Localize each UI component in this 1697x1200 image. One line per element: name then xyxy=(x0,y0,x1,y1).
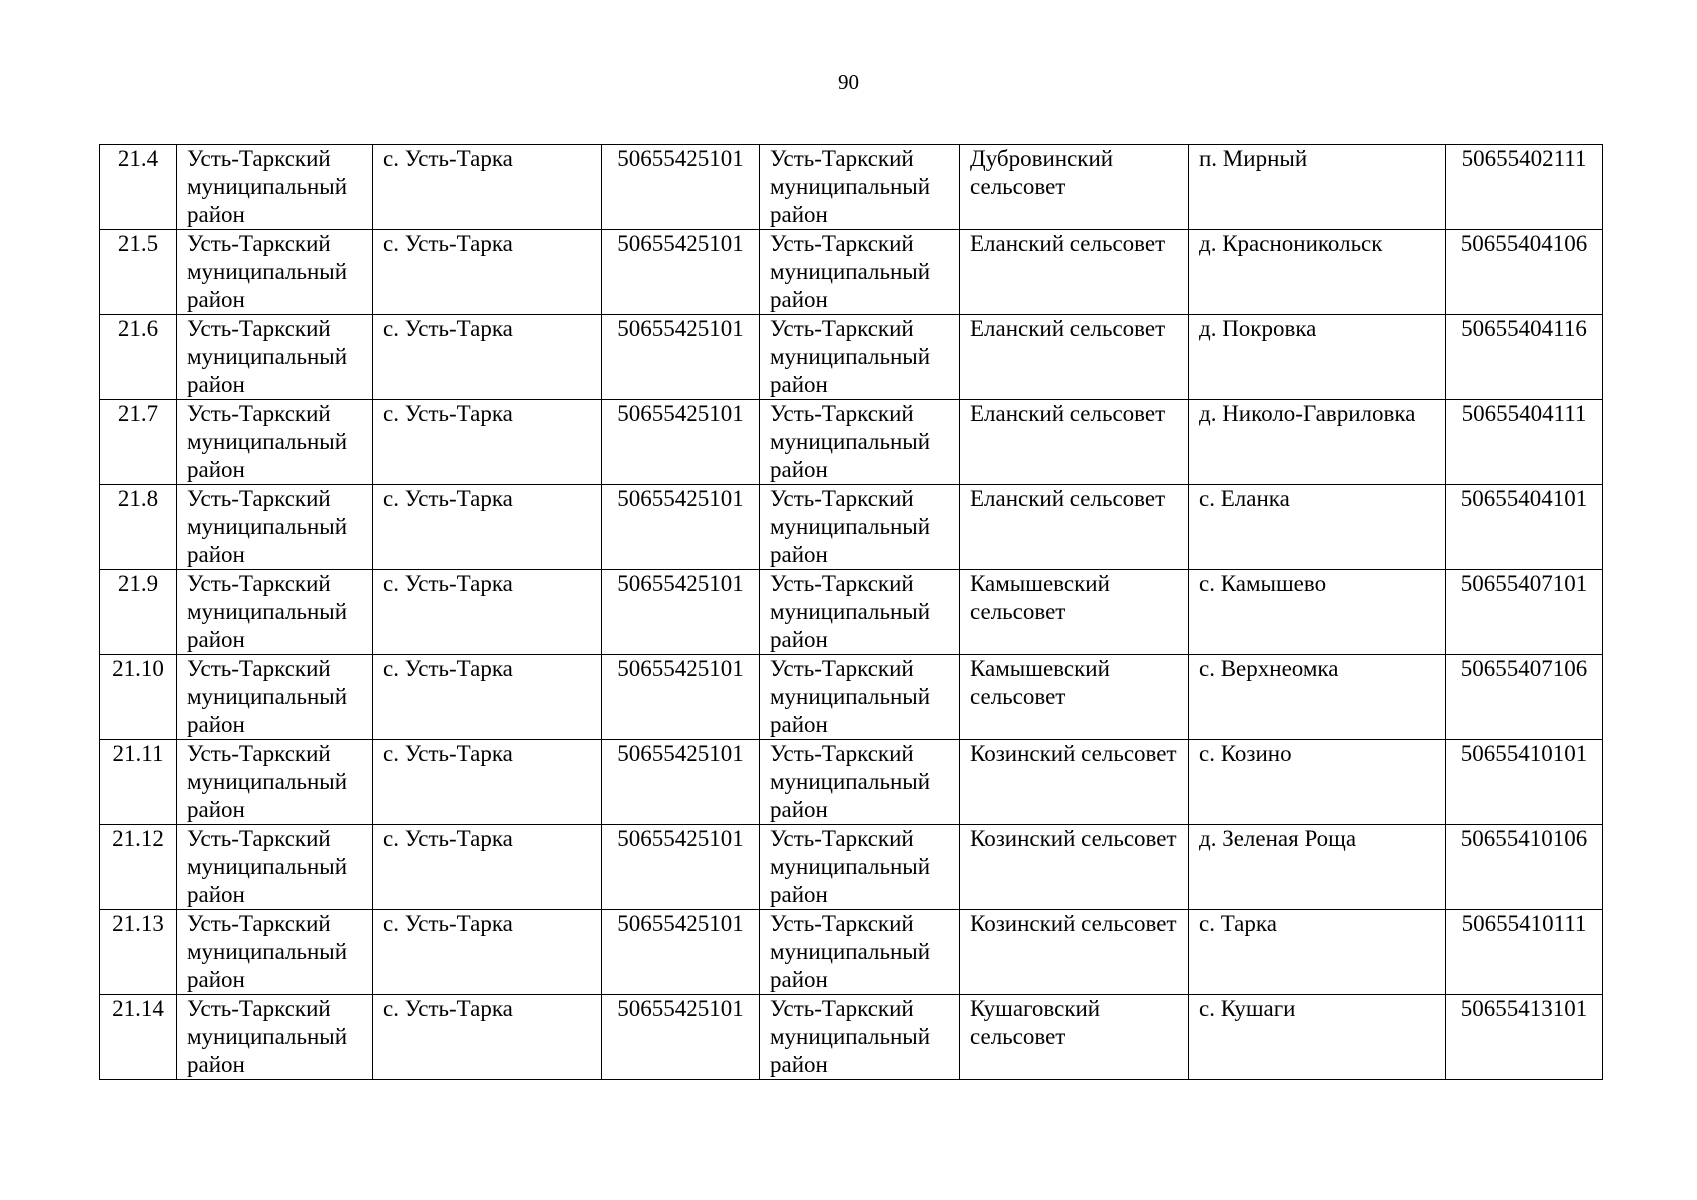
settlement-cell-text: Козинский сельсовет xyxy=(970,826,1177,851)
administrative-center-cell-text: с. Усть-Тарка xyxy=(383,996,513,1021)
locality-code-cell xyxy=(1446,910,1603,995)
locality-cell-text: с. Верхнеомка xyxy=(1199,656,1339,681)
center-code-cell-text: 50655425101 xyxy=(617,826,744,851)
municipality-cell-text: Усть-Таркский муниципальный район xyxy=(770,826,931,907)
center-code-cell-text: 50655425101 xyxy=(617,741,744,766)
center-code-cell-text: 50655425101 xyxy=(617,486,744,511)
row-number-cell-text: 21.11 xyxy=(112,741,164,766)
table-row xyxy=(100,910,1603,995)
row-number-cell xyxy=(100,400,177,485)
table-row xyxy=(100,995,1603,1080)
center-code-cell xyxy=(602,315,760,400)
municipality-cell-text: Усть-Таркский муниципальный район xyxy=(770,571,931,652)
administrative-center-cell xyxy=(373,485,602,570)
center-code-cell xyxy=(602,145,760,230)
district-cell-text: Усть-Таркский муниципальный район xyxy=(187,571,348,652)
locality-code-cell xyxy=(1446,315,1603,400)
municipality-cell xyxy=(760,825,960,910)
district-cell xyxy=(177,315,373,400)
row-number-cell xyxy=(100,230,177,315)
locality-cell-text: п. Мирный xyxy=(1199,146,1308,171)
row-number-cell-text: 21.7 xyxy=(117,401,159,426)
settlement-cell-text: Дубровинский сельсовет xyxy=(970,146,1114,199)
administrative-center-cell-text: с. Усть-Тарка xyxy=(383,316,513,341)
row-number-cell xyxy=(100,825,177,910)
administrative-center-cell-text: с. Усть-Тарка xyxy=(383,401,513,426)
locality-code-cell-text: 50655404101 xyxy=(1460,486,1588,511)
locality-code-cell-text: 50655410101 xyxy=(1460,741,1588,766)
locality-cell-text: с. Козино xyxy=(1199,741,1292,766)
settlement-cell-text: Камышевский сельсовет xyxy=(970,571,1110,624)
administrative-center-cell-text: с. Усть-Тарка xyxy=(383,911,513,936)
administrative-center-cell xyxy=(373,315,602,400)
administrative-center-cell xyxy=(373,740,602,825)
locality-cell xyxy=(1189,145,1446,230)
district-cell-text: Усть-Таркский муниципальный район xyxy=(187,146,348,227)
district-cell xyxy=(177,740,373,825)
center-code-cell xyxy=(602,740,760,825)
administrative-center-cell-text: с. Усть-Тарка xyxy=(383,571,513,596)
settlement-cell xyxy=(960,570,1189,655)
settlement-cell xyxy=(960,655,1189,740)
district-cell xyxy=(177,825,373,910)
locality-code-cell-text: 50655402111 xyxy=(1461,146,1587,171)
locality-code-cell xyxy=(1446,145,1603,230)
row-number-cell-text: 21.6 xyxy=(117,316,159,341)
locality-code-cell xyxy=(1446,740,1603,825)
municipality-cell xyxy=(760,145,960,230)
locality-code-cell-text: 50655410111 xyxy=(1461,911,1587,936)
row-number-cell xyxy=(100,570,177,655)
municipality-cell-text: Усть-Таркский муниципальный район xyxy=(770,996,931,1077)
locality-code-cell xyxy=(1446,655,1603,740)
center-code-cell xyxy=(602,655,760,740)
locality-cell-text: д. Красноникольск xyxy=(1199,231,1383,256)
municipality-cell xyxy=(760,995,960,1080)
district-cell xyxy=(177,400,373,485)
settlement-cell xyxy=(960,400,1189,485)
settlement-cell-text: Еланский сельсовет xyxy=(970,231,1166,256)
district-cell-text: Усть-Таркский муниципальный район xyxy=(187,231,348,312)
locality-cell-text: с. Еланка xyxy=(1199,486,1290,511)
municipality-cell xyxy=(760,570,960,655)
table-row xyxy=(100,485,1603,570)
district-cell-text: Усть-Таркский муниципальный район xyxy=(187,996,348,1077)
district-cell-text: Усть-Таркский муниципальный район xyxy=(187,911,348,992)
municipality-cell-text: Усть-Таркский муниципальный район xyxy=(770,911,931,992)
district-cell xyxy=(177,995,373,1080)
row-number-cell-text: 21.13 xyxy=(112,911,164,936)
settlement-cell xyxy=(960,315,1189,400)
locality-code-cell-text: 50655404111 xyxy=(1461,401,1587,426)
center-code-cell-text: 50655425101 xyxy=(617,146,744,171)
settlement-cell xyxy=(960,910,1189,995)
administrative-center-cell xyxy=(373,655,602,740)
locality-cell xyxy=(1189,230,1446,315)
locality-cell xyxy=(1189,400,1446,485)
settlement-cell-text: Еланский сельсовет xyxy=(970,316,1166,341)
locality-code-cell-text: 50655410106 xyxy=(1460,826,1588,851)
center-code-cell-text: 50655425101 xyxy=(617,571,744,596)
center-code-cell xyxy=(602,485,760,570)
district-cell xyxy=(177,655,373,740)
center-code-cell xyxy=(602,230,760,315)
locality-code-cell xyxy=(1446,570,1603,655)
district-cell-text: Усть-Таркский муниципальный район xyxy=(187,316,348,397)
administrative-center-cell-text: с. Усть-Тарка xyxy=(383,231,513,256)
row-number-cell xyxy=(100,995,177,1080)
center-code-cell-text: 50655425101 xyxy=(617,996,744,1021)
center-code-cell-text: 50655425101 xyxy=(617,656,744,681)
administrative-center-cell xyxy=(373,825,602,910)
row-number-cell-text: 21.4 xyxy=(117,146,159,171)
settlement-cell xyxy=(960,740,1189,825)
locality-cell-text: д. Николо-Гавриловка xyxy=(1199,401,1416,426)
center-code-cell xyxy=(602,400,760,485)
locality-cell xyxy=(1189,825,1446,910)
row-number-cell xyxy=(100,740,177,825)
municipality-cell xyxy=(760,400,960,485)
settlement-cell xyxy=(960,825,1189,910)
locality-cell-text: с. Кушаги xyxy=(1199,996,1296,1021)
locality-code-cell-text: 50655404116 xyxy=(1461,316,1587,341)
administrative-center-cell xyxy=(373,570,602,655)
municipality-cell-text: Усть-Таркский муниципальный район xyxy=(770,146,931,227)
table-body xyxy=(100,145,1603,1080)
municipality-cell-text: Усть-Таркский муниципальный район xyxy=(770,486,931,567)
row-number-cell-text: 21.12 xyxy=(112,826,164,851)
municipality-cell-text: Усть-Таркский муниципальный район xyxy=(770,741,931,822)
municipality-cell-text: Усть-Таркский муниципальный район xyxy=(770,401,931,482)
table-row xyxy=(100,570,1603,655)
center-code-cell xyxy=(602,910,760,995)
locality-cell xyxy=(1189,485,1446,570)
table-row xyxy=(100,740,1603,825)
table-row xyxy=(100,145,1603,230)
administrative-center-cell xyxy=(373,400,602,485)
table-row xyxy=(100,655,1603,740)
settlements-table xyxy=(99,144,1603,1080)
row-number-cell xyxy=(100,315,177,400)
municipality-cell-text: Усть-Таркский муниципальный район xyxy=(770,231,931,312)
district-cell-text: Усть-Таркский муниципальный район xyxy=(187,656,348,737)
municipality-cell xyxy=(760,230,960,315)
administrative-center-cell xyxy=(373,910,602,995)
locality-cell xyxy=(1189,570,1446,655)
center-code-cell-text: 50655425101 xyxy=(617,231,744,256)
administrative-center-cell-text: с. Усть-Тарка xyxy=(383,146,513,171)
administrative-center-cell-text: с. Усть-Тарка xyxy=(383,656,513,681)
settlement-cell-text: Козинский сельсовет xyxy=(970,911,1177,936)
locality-cell xyxy=(1189,655,1446,740)
municipality-cell xyxy=(760,740,960,825)
administrative-center-cell xyxy=(373,230,602,315)
center-code-cell-text: 50655425101 xyxy=(617,316,744,341)
locality-code-cell-text: 50655407101 xyxy=(1460,571,1588,596)
locality-code-cell xyxy=(1446,400,1603,485)
settlement-cell-text: Кушаговский сельсовет xyxy=(970,996,1101,1049)
locality-cell-text: д. Покровка xyxy=(1199,316,1317,341)
locality-code-cell xyxy=(1446,485,1603,570)
settlement-cell xyxy=(960,145,1189,230)
row-number-cell-text: 21.9 xyxy=(117,571,159,596)
locality-code-cell-text: 50655404106 xyxy=(1460,231,1588,256)
locality-code-cell xyxy=(1446,995,1603,1080)
row-number-cell-text: 21.5 xyxy=(117,231,159,256)
district-cell-text: Усть-Таркский муниципальный район xyxy=(187,826,348,907)
row-number-cell-text: 21.10 xyxy=(112,656,164,681)
district-cell-text: Усть-Таркский муниципальный район xyxy=(187,401,348,482)
administrative-center-cell-text: с. Усть-Тарка xyxy=(383,486,513,511)
administrative-center-cell xyxy=(373,995,602,1080)
settlement-cell xyxy=(960,485,1189,570)
administrative-center-cell-text: с. Усть-Тарка xyxy=(383,826,513,851)
district-cell xyxy=(177,570,373,655)
settlement-cell xyxy=(960,230,1189,315)
locality-code-cell xyxy=(1446,230,1603,315)
administrative-center-cell-text: с. Усть-Тарка xyxy=(383,741,513,766)
municipality-cell xyxy=(760,315,960,400)
center-code-cell xyxy=(602,570,760,655)
district-cell-text: Усть-Таркский муниципальный район xyxy=(187,741,348,822)
row-number-cell xyxy=(100,910,177,995)
locality-cell xyxy=(1189,995,1446,1080)
settlement-cell-text: Камышевский сельсовет xyxy=(970,656,1110,709)
municipality-cell-text: Усть-Таркский муниципальный район xyxy=(770,656,931,737)
settlement-cell xyxy=(960,995,1189,1080)
row-number-cell xyxy=(100,655,177,740)
locality-code-cell xyxy=(1446,825,1603,910)
table-row xyxy=(100,825,1603,910)
center-code-cell xyxy=(602,995,760,1080)
district-cell xyxy=(177,910,373,995)
settlement-cell-text: Еланский сельсовет xyxy=(970,401,1166,426)
table-row xyxy=(100,315,1603,400)
municipality-cell xyxy=(760,655,960,740)
locality-cell-text: с. Камышево xyxy=(1199,571,1327,596)
center-code-cell-text: 50655425101 xyxy=(617,911,744,936)
district-cell xyxy=(177,145,373,230)
row-number-cell xyxy=(100,145,177,230)
locality-cell xyxy=(1189,315,1446,400)
table-row xyxy=(100,400,1603,485)
locality-code-cell-text: 50655413101 xyxy=(1460,996,1588,1021)
center-code-cell-text: 50655425101 xyxy=(617,401,744,426)
district-cell-text: Усть-Таркский муниципальный район xyxy=(187,486,348,567)
row-number-cell-text: 21.8 xyxy=(117,486,159,511)
locality-cell xyxy=(1189,910,1446,995)
row-number-cell-text: 21.14 xyxy=(112,996,164,1021)
district-cell xyxy=(177,485,373,570)
page-number: 90 xyxy=(838,70,859,94)
locality-cell xyxy=(1189,740,1446,825)
locality-code-cell-text: 50655407106 xyxy=(1460,656,1588,681)
table-row xyxy=(100,230,1603,315)
row-number-cell xyxy=(100,485,177,570)
locality-cell-text: д. Зеленая Роща xyxy=(1199,826,1357,851)
settlement-cell-text: Козинский сельсовет xyxy=(970,741,1177,766)
administrative-center-cell xyxy=(373,145,602,230)
municipality-cell-text: Усть-Таркский муниципальный район xyxy=(770,316,931,397)
settlement-cell-text: Еланский сельсовет xyxy=(970,486,1166,511)
district-cell xyxy=(177,230,373,315)
center-code-cell xyxy=(602,825,760,910)
locality-cell-text: с. Тарка xyxy=(1199,911,1277,936)
municipality-cell xyxy=(760,485,960,570)
municipality-cell xyxy=(760,910,960,995)
